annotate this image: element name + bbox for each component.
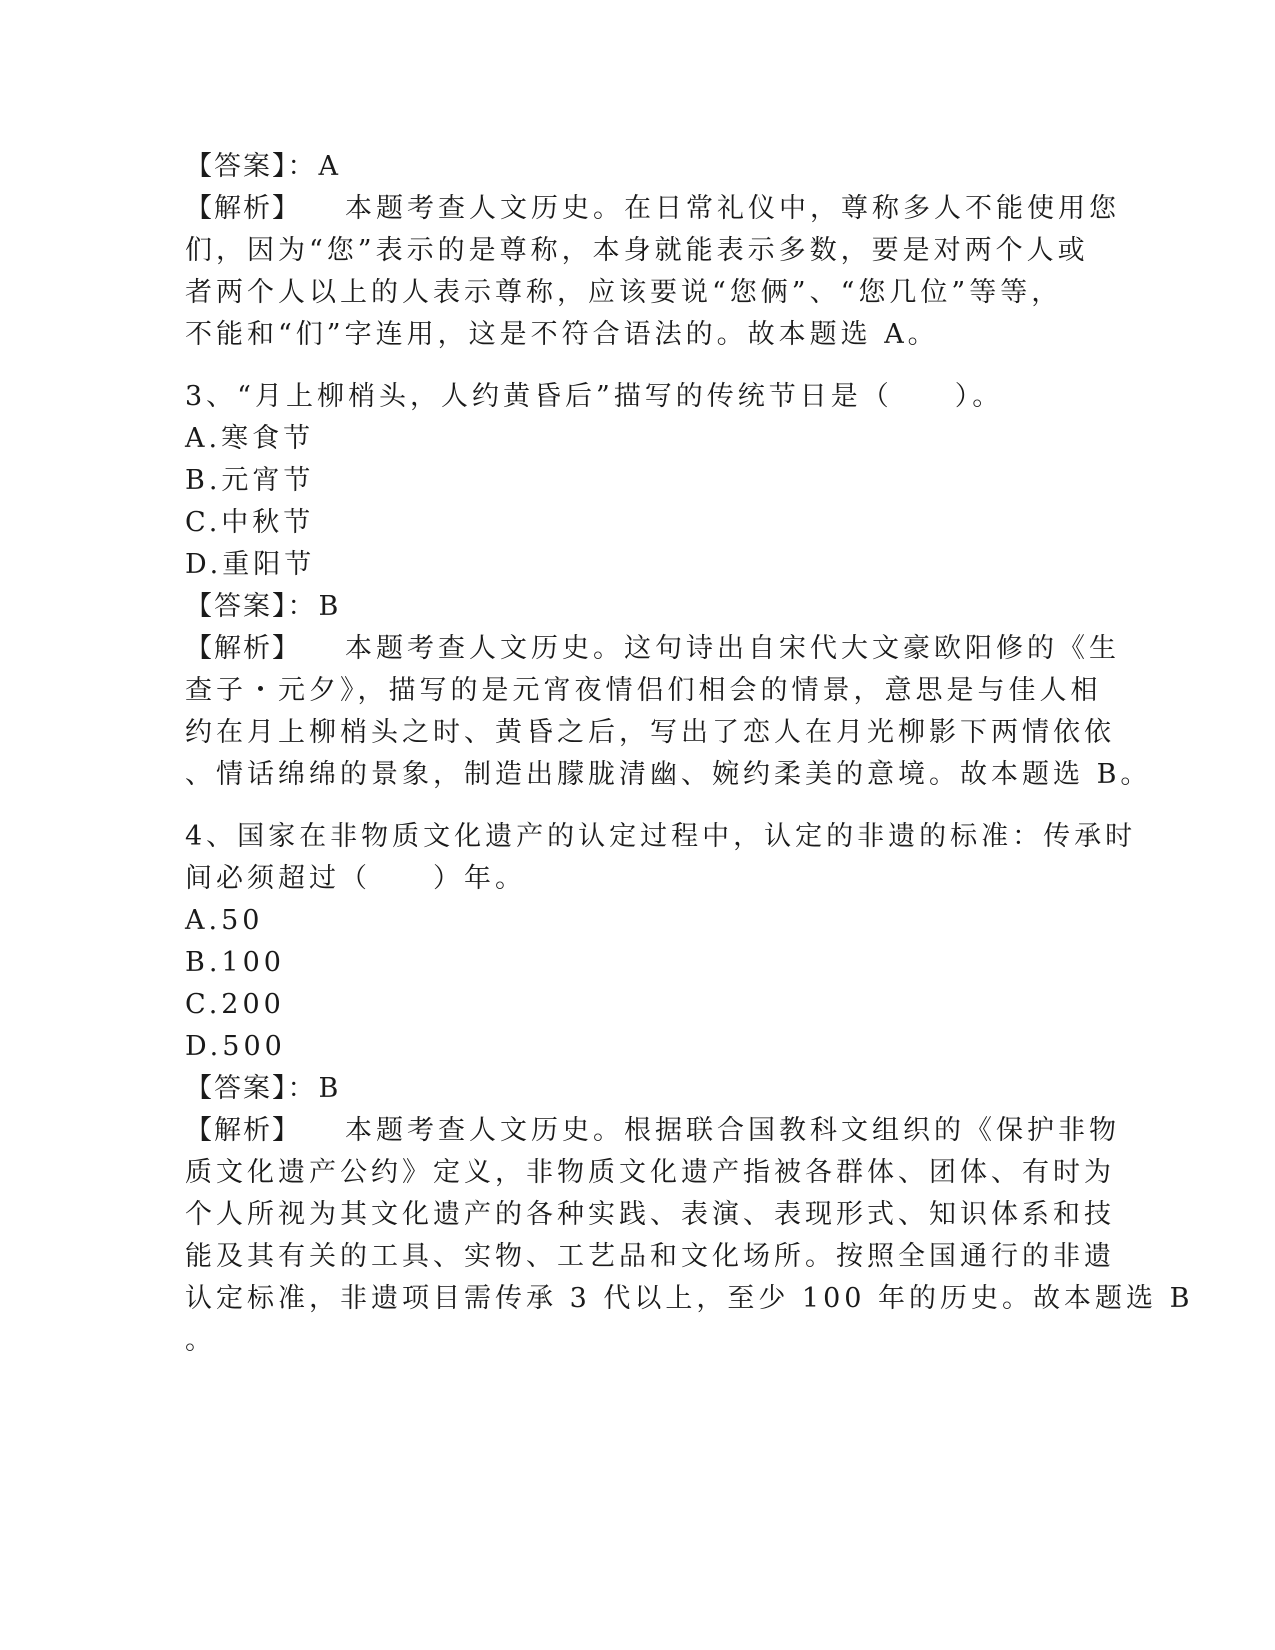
q3-analysis-line-4: 、情话绵绵的景象，制造出朦胧清幽、婉约柔美的意境。故本题选 B。 (185, 759, 1152, 790)
q2-analysis-line-2: 们，因为“您”表示的是尊称，本身就能表示多数，要是对两个人或 (185, 235, 1089, 266)
q4-analysis-line-3: 个人所视为其文化遗产的各种实践、表演、表现形式、知识体系和技 (185, 1199, 1115, 1230)
q4-stem-line-2: 间必须超过（ ）年。 (185, 863, 526, 894)
q3-analysis-line-1 (185, 628, 1120, 670)
q3-option-c: C.中秋节 (185, 507, 315, 538)
answer-separator: ： (287, 591, 319, 622)
q4-analysis-line-6: 。 (185, 1325, 216, 1356)
q3-option-b: B.元宵节 (185, 465, 315, 496)
answer-value: A (318, 151, 342, 182)
q2-analysis-line-3: 者两个人以上的人表示尊称，应该要说“您俩”、“您几位”等等， (185, 277, 1063, 308)
q2-analysis-line-1 (185, 188, 1120, 230)
q3-option-a: A.寒食节 (185, 423, 315, 454)
document-page (185, 146, 1194, 1362)
analysis-text: 本题考查人文历史。在日常礼仪中，尊称多人不能使用您 (345, 193, 1120, 224)
analysis-text: 本题考查人文历史。根据联合国教科文组织的《保护非物 (345, 1115, 1120, 1146)
q3-analysis-line-3: 约在月上柳梢头之时、黄昏之后，写出了恋人在月光柳影下两情依依 (185, 717, 1115, 748)
answer-label: 【答案】 (185, 1073, 288, 1104)
q4-option-a: A.50 (185, 905, 264, 936)
q4-analysis-line-4: 能及其有关的工具、实物、工艺品和文化场所。按照全国通行的非遗 (185, 1241, 1115, 1272)
q2-analysis-line-4: 不能和“们”字连用，这是不符合语法的。故本题选 A。 (185, 319, 939, 350)
q4-answer (185, 1068, 1085, 1110)
analysis-text: 本题考查人文历史。这句诗出自宋代大文豪欧阳修的《生 (345, 633, 1120, 664)
q3-option-d: D.重阳节 (185, 549, 316, 580)
answer-value: B (318, 591, 343, 622)
answer-label: 【答案】 (185, 151, 288, 182)
q3-analysis-line-2: 查子・元夕》，描写的是元宵夜情侣们相会的情景，意思是与佳人相 (185, 675, 1102, 706)
q4-option-d: D.500 (185, 1031, 286, 1062)
analysis-label: 【解析】 (185, 1115, 301, 1146)
answer-value: B (318, 1073, 343, 1104)
q3-stem: 3、“月上柳梢头，人约黄昏后”描写的传统节日是（ ）。 (185, 381, 1004, 412)
q4-analysis-line-5: 认定标准，非遗项目需传承 3 代以上，至少 100 年的历史。故本题选 B (185, 1283, 1194, 1314)
q4-analysis-line-1 (185, 1110, 1120, 1152)
q4-option-b: B.100 (185, 947, 285, 978)
q4-analysis-line-2: 质文化遗产公约》定义，非物质文化遗产指被各群体、团体、有时为 (185, 1157, 1115, 1188)
answer-label: 【答案】 (185, 591, 288, 622)
analysis-label: 【解析】 (185, 193, 301, 224)
answer-separator: ： (287, 1073, 319, 1104)
answer-separator: ： (287, 151, 319, 182)
q4-stem-line-1: 4、国家在非物质文化遗产的认定过程中，认定的非遗的标准：传承时 (185, 821, 1137, 852)
q3-answer (185, 586, 1085, 628)
q2-answer (185, 146, 1085, 188)
analysis-label: 【解析】 (185, 633, 301, 664)
q4-option-c: C.200 (185, 989, 285, 1020)
